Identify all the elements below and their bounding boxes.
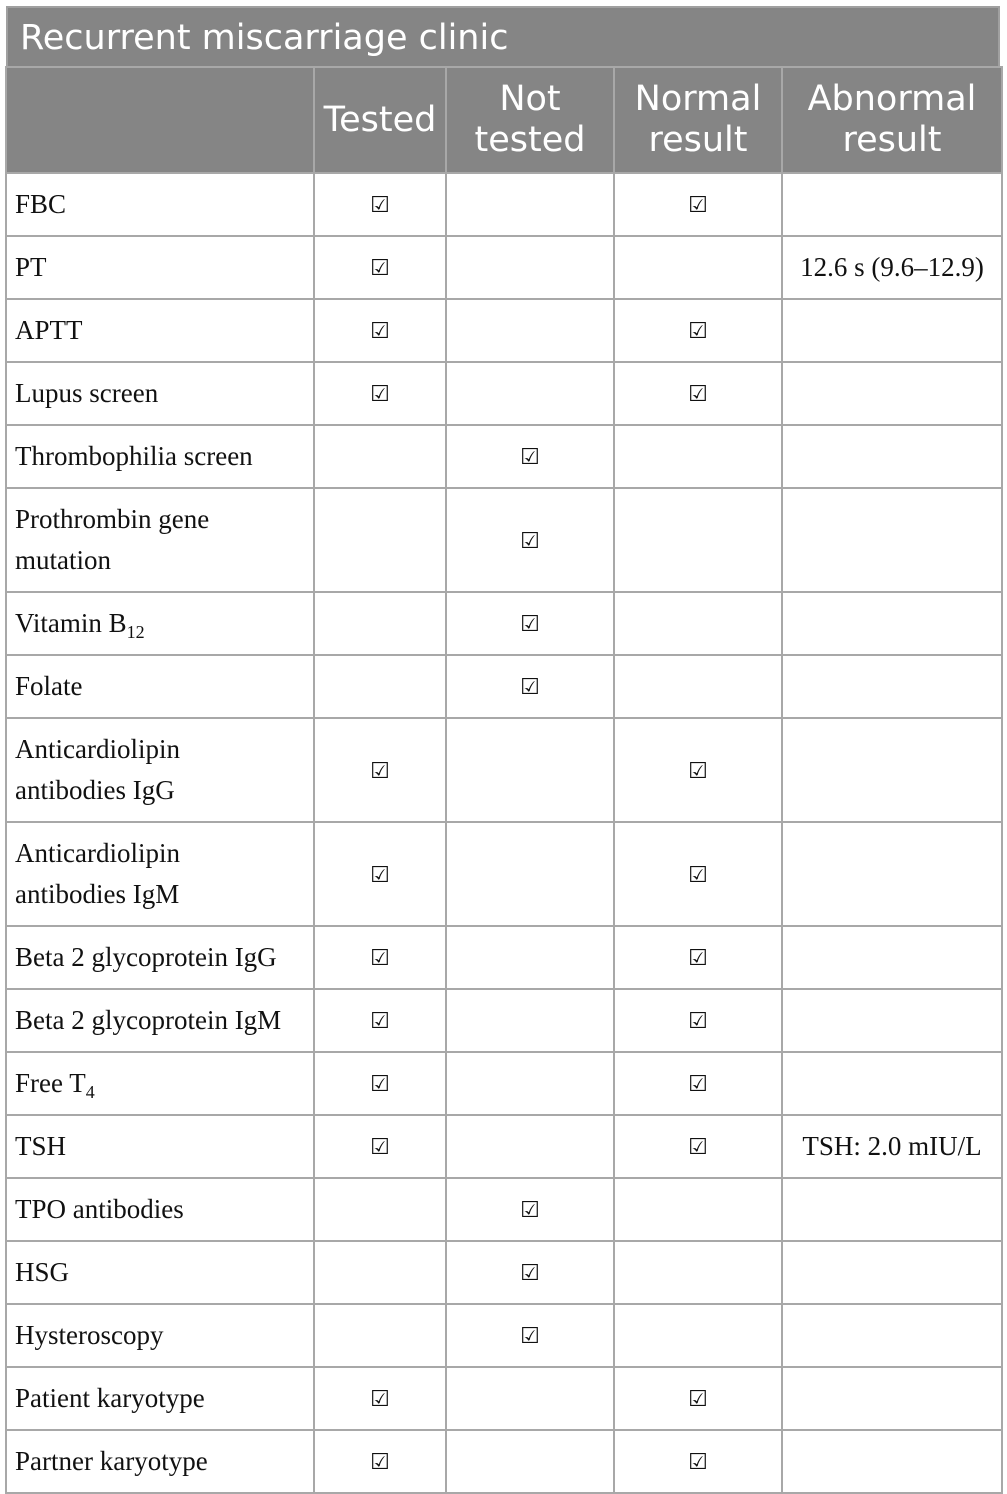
test-name-cell [6,236,314,299]
test-name-cell [6,1052,314,1115]
table-row [6,1367,1002,1430]
not-tested-cell [446,1304,614,1367]
normal-result-cell [614,299,782,362]
normal-result-cell [614,173,782,236]
checkbox-checked-icon: ☑ [688,193,708,218]
table-row [6,1241,1002,1304]
test-name: TPO antibodies [15,1194,184,1224]
test-name-cell [6,299,314,362]
test-name: APTT [15,315,83,345]
normal-result-cell [614,362,782,425]
checkbox-checked-icon: ☑ [688,946,708,971]
table-row [6,362,1002,425]
tested-cell [314,299,446,362]
normal-result-cell [614,592,782,655]
test-name-subscript: 12 [126,622,145,642]
checkbox-checked-icon: ☑ [688,1450,708,1475]
tested-cell [314,989,446,1052]
table-row [6,1178,1002,1241]
test-name-cell [6,488,314,592]
not-tested-cell [446,425,614,488]
normal-result-cell [614,989,782,1052]
abnormal-result-cell [782,926,1002,989]
test-name-cell [6,592,314,655]
table-row [6,655,1002,718]
not-tested-cell [446,173,614,236]
checkbox-checked-icon: ☑ [370,946,390,971]
not-tested-cell [446,1178,614,1241]
tested-cell [314,592,446,655]
normal-result-cell [614,655,782,718]
not-tested-cell [446,1430,614,1493]
checkbox-checked-icon: ☑ [688,1387,708,1412]
normal-result-cell [614,236,782,299]
test-name: Free T [15,1068,86,1098]
header-not-tested: Not tested [446,67,614,173]
header-abnormal-result: Abnormal result [782,67,1002,173]
normal-result-cell [614,488,782,592]
results-table-panel [6,6,1000,1476]
checkbox-checked-icon: ☑ [688,1135,708,1160]
abnormal-result-cell [782,1052,1002,1115]
header-tested: Tested [314,67,446,173]
not-tested-cell [446,236,614,299]
checkbox-checked-icon: ☑ [370,382,390,407]
test-name: Vitamin B [15,608,127,638]
test-name: Lupus screen [15,378,159,408]
test-name: Patient karyotype [15,1383,205,1413]
test-name-cell [6,822,314,926]
checkbox-checked-icon: ☑ [370,1009,390,1034]
test-name: Thrombophilia screen [15,441,253,471]
checkbox-checked-icon: ☑ [370,758,390,784]
test-name: PT [15,252,47,282]
table-row [6,822,1002,926]
table-row [6,592,1002,655]
results-table [5,66,1003,1494]
header-normal-result: Normal result [614,67,782,173]
abnormal-result-cell [782,989,1002,1052]
not-tested-cell [446,655,614,718]
table-title: Recurrent miscarriage clinic [6,6,1000,66]
test-name: Prothrombin gene mutation [15,504,210,575]
normal-result-cell [614,718,782,822]
abnormal-result-cell: TSH: 2.0 mIU/L [782,1115,1002,1178]
test-name-cell [6,1178,314,1241]
normal-result-cell [614,1178,782,1241]
abnormal-result-cell: 12.6 s (9.6–12.9) [782,236,1002,299]
abnormal-result-cell [782,173,1002,236]
test-name-cell [6,1115,314,1178]
tested-cell [314,1241,446,1304]
checkbox-checked-icon: ☑ [370,193,390,218]
checkbox-checked-icon: ☑ [370,1135,390,1160]
abnormal-result-cell [782,592,1002,655]
not-tested-cell [446,592,614,655]
normal-result-cell [614,1430,782,1493]
test-name: HSG [15,1257,70,1287]
test-name-cell [6,1241,314,1304]
table-row [6,299,1002,362]
not-tested-cell [446,299,614,362]
test-name: Hysteroscopy [15,1320,164,1350]
abnormal-result-cell [782,488,1002,592]
normal-result-cell [614,425,782,488]
not-tested-cell [446,926,614,989]
test-name: Partner karyotype [15,1446,208,1476]
test-name-cell [6,989,314,1052]
tested-cell [314,1304,446,1367]
tested-cell [314,425,446,488]
test-name-cell [6,173,314,236]
results-body [6,173,1002,1493]
test-name-cell [6,1430,314,1493]
test-name-cell [6,362,314,425]
abnormal-result-cell [782,1178,1002,1241]
abnormal-result-cell [782,718,1002,822]
table-row [6,488,1002,592]
test-name: Beta 2 glycoprotein IgM [15,1005,282,1035]
checkbox-checked-icon: ☑ [520,445,540,470]
table-row [6,989,1002,1052]
not-tested-cell [446,718,614,822]
not-tested-cell [446,1115,614,1178]
table-row [6,173,1002,236]
abnormal-result-cell [782,1367,1002,1430]
tested-cell [314,488,446,592]
tested-cell [314,822,446,926]
test-name: Anticardiolipin antibodies IgM [15,838,180,909]
checkbox-checked-icon: ☑ [370,862,390,888]
tested-cell [314,1367,446,1430]
table-row [6,1304,1002,1367]
abnormal-result-cell [782,1430,1002,1493]
tested-cell [314,173,446,236]
header-row [6,67,1002,173]
table-row [6,236,1002,299]
tested-cell [314,236,446,299]
not-tested-cell [446,362,614,425]
tested-cell [314,718,446,822]
table-row [6,926,1002,989]
test-name-cell [6,425,314,488]
not-tested-cell [446,1367,614,1430]
table-row [6,1052,1002,1115]
normal-result-cell [614,926,782,989]
normal-result-cell [614,1052,782,1115]
test-name: Beta 2 glycoprotein IgG [15,942,277,972]
checkbox-checked-icon: ☑ [520,675,540,700]
checkbox-checked-icon: ☑ [370,319,390,344]
tested-cell [314,1430,446,1493]
checkbox-checked-icon: ☑ [370,1450,390,1475]
checkbox-checked-icon: ☑ [520,612,540,637]
abnormal-result-cell [782,362,1002,425]
normal-result-cell [614,822,782,926]
checkbox-checked-icon: ☑ [688,319,708,344]
checkbox-checked-icon: ☑ [688,758,708,784]
tested-cell [314,926,446,989]
table-row [6,425,1002,488]
not-tested-cell [446,989,614,1052]
table-row [6,1115,1002,1178]
test-name: Folate [15,671,83,701]
tested-cell [314,1115,446,1178]
tested-cell [314,1052,446,1115]
checkbox-checked-icon: ☑ [520,528,540,554]
test-name: FBC [15,189,67,219]
header-test-name [6,67,314,173]
not-tested-cell [446,488,614,592]
abnormal-result-cell [782,822,1002,926]
test-name-cell [6,1304,314,1367]
checkbox-checked-icon: ☑ [520,1324,540,1349]
not-tested-cell [446,1052,614,1115]
not-tested-cell [446,1241,614,1304]
test-name: TSH [15,1131,67,1161]
abnormal-result-cell [782,655,1002,718]
abnormal-result-cell [782,299,1002,362]
abnormal-result-cell [782,425,1002,488]
test-name-cell [6,655,314,718]
tested-cell [314,1178,446,1241]
test-name-cell [6,718,314,822]
normal-result-cell [614,1241,782,1304]
test-name-cell [6,1367,314,1430]
tested-cell [314,655,446,718]
abnormal-result-cell [782,1304,1002,1367]
test-name-cell [6,926,314,989]
table-row [6,718,1002,822]
tested-cell [314,362,446,425]
checkbox-checked-icon: ☑ [688,382,708,407]
checkbox-checked-icon: ☑ [520,1198,540,1223]
test-name-subscript: 4 [85,1082,95,1102]
normal-result-cell [614,1367,782,1430]
checkbox-checked-icon: ☑ [688,862,708,888]
normal-result-cell [614,1115,782,1178]
test-name: Anticardiolipin antibodies IgG [15,734,180,805]
checkbox-checked-icon: ☑ [688,1009,708,1034]
normal-result-cell [614,1304,782,1367]
table-row [6,1430,1002,1493]
not-tested-cell [446,822,614,926]
checkbox-checked-icon: ☑ [520,1261,540,1286]
abnormal-result-cell [782,1241,1002,1304]
checkbox-checked-icon: ☑ [370,1387,390,1412]
checkbox-checked-icon: ☑ [688,1072,708,1097]
checkbox-checked-icon: ☑ [370,1072,390,1097]
checkbox-checked-icon: ☑ [370,256,390,281]
